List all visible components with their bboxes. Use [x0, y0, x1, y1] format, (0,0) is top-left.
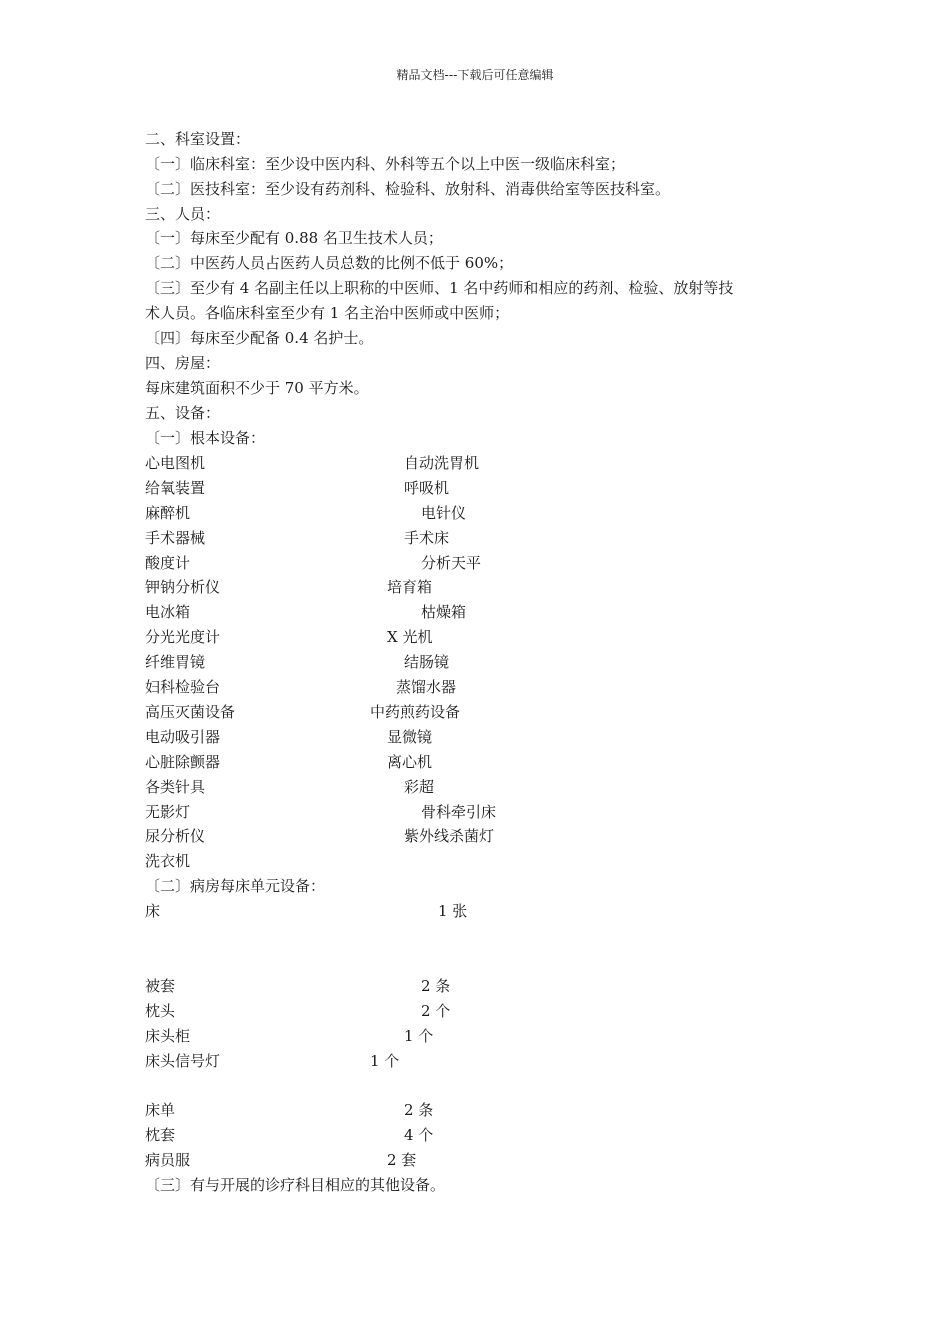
ward-item: 床: [145, 902, 161, 920]
section-3-item-4: 〔四〕每床至少配备 0.4 名护士。: [145, 329, 374, 347]
section-3-item-1: 〔一〕每床至少配有 0.88 名卫生技术人员；: [145, 229, 443, 247]
equipment-row-right: 呼吸机: [404, 479, 450, 497]
equipment-row: 高压灭菌设备: [145, 703, 236, 721]
section-4-text: 每床建筑面积不少于 70 平方米。: [145, 379, 369, 397]
section-5-title: 五、设备：: [145, 404, 221, 422]
equipment-row-right: 手术床: [404, 529, 450, 547]
ward-item-qty: 1 个: [404, 1027, 434, 1045]
ward-item-qty: 2 个: [421, 1002, 451, 1020]
ward-item: 床单: [145, 1101, 176, 1119]
equipment-row-right: 电针仪: [421, 504, 467, 522]
equipment-row: 心电图机: [145, 454, 206, 472]
equipment-row: 无影灯: [145, 803, 191, 821]
equipment-row: 手术器械: [145, 529, 206, 547]
equipment-row-right: 培育箱: [387, 578, 433, 596]
equipment-row-right: 分析天平: [421, 554, 482, 572]
section-5-sub-2: 〔二〕病房每床单元设备：: [145, 877, 326, 895]
section-3-item-3: 〔三〕至少有 4 名副主任以上职称的中医师、1 名中药师和相应的药剂、检验、放射等技: [145, 279, 734, 297]
page-header: 精品文档---下载后可任意编辑: [396, 68, 554, 82]
ward-item: 床头柜: [145, 1027, 191, 1045]
equipment-row: 麻醉机: [145, 504, 191, 522]
section-3-item-3-cont: 术人员。各临床科室至少有 1 名主治中医师或中医师；: [145, 304, 510, 322]
equipment-row-right: 结肠镜: [404, 653, 450, 671]
section-5-sub-3: 〔三〕有与开展的诊疗科目相应的其他设备。: [145, 1176, 446, 1194]
equipment-row: 心脏除颤器: [145, 753, 221, 771]
ward-item-qty: 4 个: [404, 1126, 434, 1144]
equipment-row: 各类针具: [145, 778, 206, 796]
ward-item: 病员服: [145, 1151, 191, 1169]
ward-item-qty: 2 条: [421, 977, 451, 995]
section-5-sub-1: 〔一〕根本设备：: [145, 429, 266, 447]
equipment-row-right: 自动洗胃机: [404, 454, 480, 472]
equipment-row: 洗衣机: [145, 852, 191, 870]
ward-item-qty: 1 张: [438, 902, 468, 920]
section-3-title: 三、人员：: [145, 205, 221, 223]
ward-item: 枕头: [145, 1002, 176, 1020]
equipment-row: 给氧装置: [145, 479, 206, 497]
section-2-item-1: 〔一〕临床科室：至少设中医内科、外科等五个以上中医一级临床科室；: [145, 155, 626, 173]
equipment-row-right: 枯燥箱: [421, 603, 467, 621]
section-3-item-2: 〔二〕中医药人员占医药人员总数的比例不低于 60%；: [145, 254, 514, 272]
equipment-row-right: 蒸馏水器: [396, 678, 457, 696]
equipment-row-right: X 光机: [387, 628, 433, 646]
equipment-row-right: 离心机: [387, 753, 433, 771]
equipment-row: 电冰箱: [145, 603, 191, 621]
equipment-row-right: 紫外线杀菌灯: [404, 827, 495, 845]
ward-item-qty: 1 个: [370, 1052, 400, 1070]
equipment-row: 电动吸引器: [145, 728, 221, 746]
equipment-row-right: 中药煎药设备: [370, 703, 461, 721]
equipment-row: 分光光度计: [145, 628, 221, 646]
equipment-row-right: 骨科牵引床: [421, 803, 497, 821]
section-2-item-2: 〔二〕医技科室：至少设有药剂科、检验科、放射科、消毒供给室等医技科室。: [145, 180, 671, 198]
equipment-row-right: 显微镜: [387, 728, 433, 746]
equipment-row-right: 彩超: [404, 778, 435, 796]
section-4-title: 四、房屋：: [145, 354, 221, 372]
equipment-row: 纤维胃镜: [145, 653, 206, 671]
equipment-row: 尿分析仪: [145, 827, 206, 845]
ward-item-qty: 2 条: [404, 1101, 434, 1119]
ward-item: 床头信号灯: [145, 1052, 221, 1070]
ward-item: 枕套: [145, 1126, 176, 1144]
equipment-row: 钾钠分析仪: [145, 578, 221, 596]
equipment-row: 妇科检验台: [145, 678, 221, 696]
section-2-title: 二、科室设置：: [145, 130, 251, 148]
equipment-row: 酸度计: [145, 554, 191, 572]
ward-item: 被套: [145, 977, 176, 995]
ward-item-qty: 2 套: [387, 1151, 417, 1169]
